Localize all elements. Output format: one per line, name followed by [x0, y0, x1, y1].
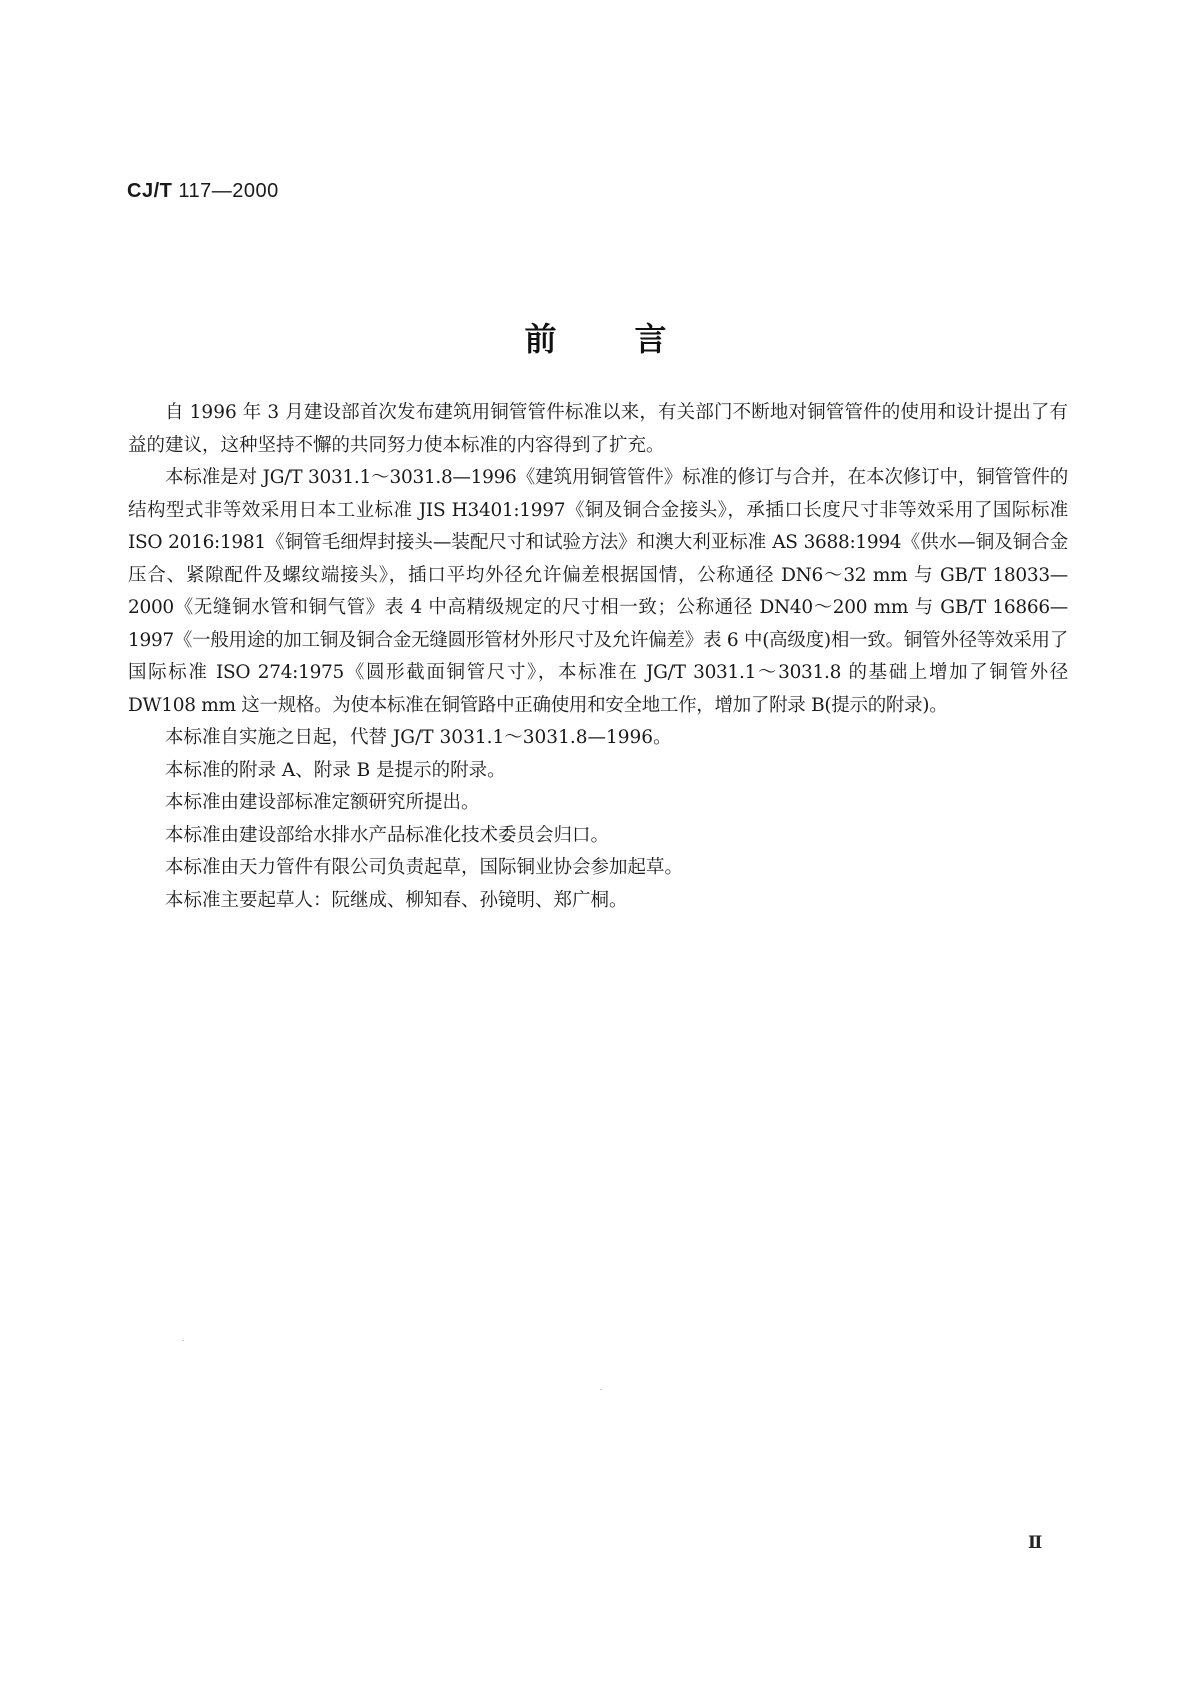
- standard-number: 117—2000: [172, 180, 279, 202]
- paragraph-committee: 本标准由建设部给水排水产品标准化技术委员会归口。: [165, 824, 610, 846]
- page-title: 前言: [524, 320, 745, 358]
- paragraph-proposer: 本标准由建设部标准定额研究所提出。: [165, 792, 480, 813]
- paragraph-drafters: 本标准主要起草人：阮继成、柳知春、孙镜明、郑广桐。: [165, 889, 628, 911]
- foreword-body: [128, 397, 1068, 917]
- standard-code: [127, 180, 279, 203]
- paragraph-appendix: 本标准的附录 A、附录 B 是提示的附录。: [165, 759, 506, 781]
- paragraph-history: 自 1996 年 3 月建设部首次发布建筑用铜管管件标准以来，有关部门不断地对铜管管件的使用和设计提出了有益的建议，这种坚持不懈的共同努力使本标准的内容得到了扩充。: [128, 402, 1068, 456]
- paragraph-revision: 本标准是对 JG/T 3031.1～3031.8—1996《建筑用铜管管件》标准的修订与合并，在本次修订中，铜管管件的结构型式非等效采用日本工业标准 JIS H3401:1997《铜及铜合金接头》，承插口长度尺寸非等效采用了国际标准 ISO 2016:1981《铜管毛细焊封接头—装配尺寸和试验方法》和澳大利亚标准 AS 3688:1994《供水—铜及铜合金压合、紧隙配件及螺纹端接头》，插口平均外径允许偏差根据国情，公称通径 DN6～32 mm 与 GB/T 18033—2000《无缝铜水管和铜气管》表 4 中高精级规定的尺寸相一致；公称通径 DN40～200 mm 与 GB/T 16866—1997《一般用途的加工铜及铜合金无缝圆形管材外形尺寸及允许偏差》表 6 中(高级度)相一致。铜管外径等效采用了国际标准 ISO 274:1975《圆形截面铜管尺寸》，本标准在 JG/T 3031.1～3031.8 的基础上增加了铜管外径 DW108 mm 这一规格。为使本标准在铜管路中正确使用和安全地工作，增加了附录 B(提示的附录)。: [128, 467, 1068, 716]
- paragraph-drafting-unit: 本标准由天力管件有限公司负责起草，国际铜业协会参加起草。: [165, 857, 684, 878]
- standard-prefix: CJ/T: [127, 180, 173, 202]
- page-number: Ⅱ: [1028, 1533, 1043, 1553]
- paragraph-replacement: 本标准自实施之日起，代替 JG/T 3031.1～3031.8—1996。: [165, 727, 672, 748]
- scan-speck: [182, 1340, 184, 1341]
- scan-speck: [600, 1389, 602, 1390]
